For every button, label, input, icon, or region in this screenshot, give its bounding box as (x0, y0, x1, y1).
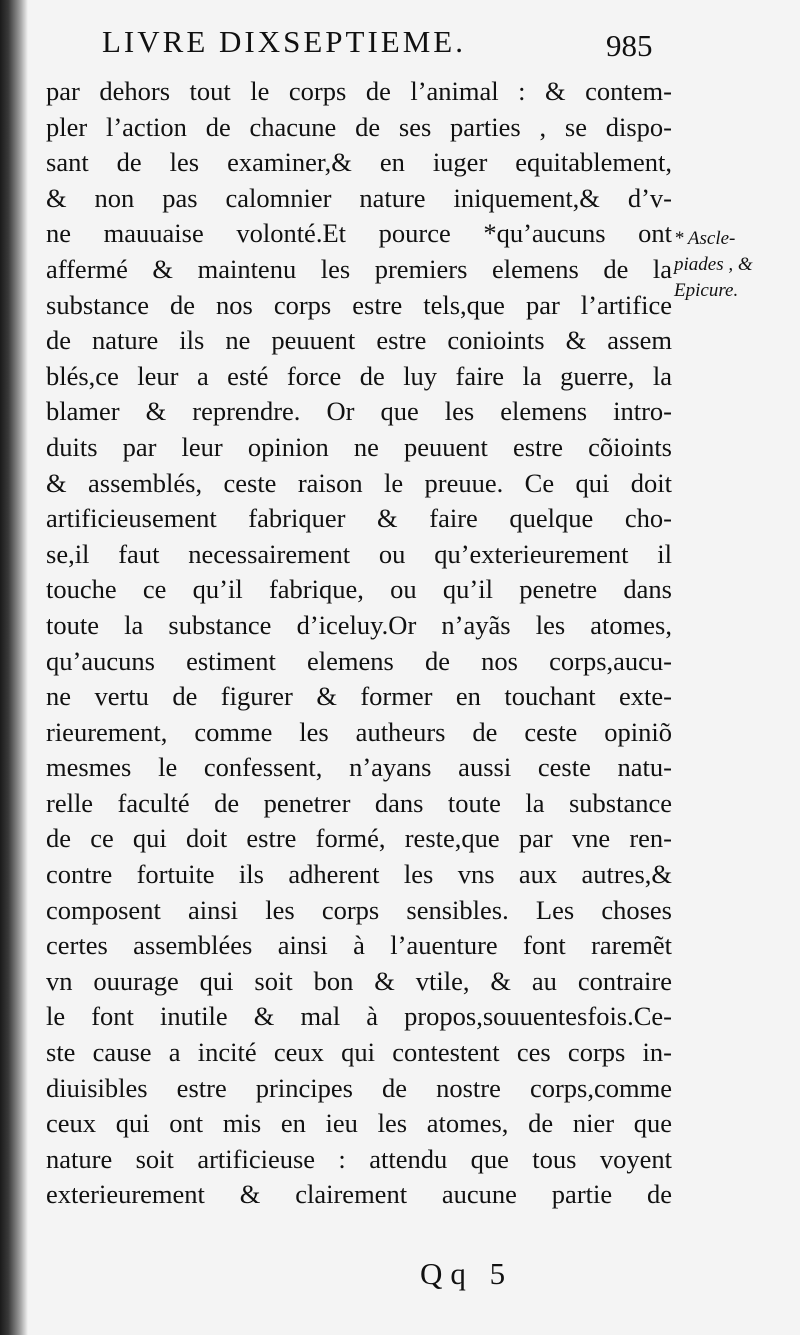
text-line: ste cause a incité ceux qui contestent ces corps in- (46, 1037, 672, 1068)
text-line: par dehors tout le corps de l’animal : & contem- (46, 76, 672, 106)
body-text (46, 74, 672, 1213)
page-header (0, 14, 800, 74)
text-line: artificieusement fabriquer & faire quelque cho- (46, 503, 672, 534)
text-line: toute la substance d’iceluy.Or n’ayãs les atomes, (46, 609, 672, 640)
text-line: diuisibles estre principes de nostre corps,comme (46, 1072, 672, 1103)
text-line: vn ouurage qui soit bon & vtile, & au contraire (46, 965, 672, 996)
marginal-note-line: piades , & (674, 254, 753, 275)
text-line: le font inutile & mal à propos,souuentesfois.Ce- (46, 1001, 672, 1032)
text-line: touche ce qu’il fabrique, ou qu’il penetre dans (46, 574, 672, 605)
marginal-note-line: Epicure. (674, 280, 739, 301)
binding-gutter (0, 0, 28, 1335)
text-line: duits par leur opinion ne peuuent estre cõioints (46, 431, 672, 462)
text-line: ne mauuaise volonté.Et pource *qu’aucuns ont (46, 218, 672, 249)
running-head: LIVRE DIXSEPTIEME. (102, 24, 466, 59)
marginal-note (674, 226, 792, 304)
text-line: affermé & maintenu les premiers elemens de la (46, 253, 672, 284)
text-line: & non pas calomnier nature iniquement,& d’v- (46, 182, 672, 213)
text-line: certes assemblées ainsi à l’auenture font raremẽt (46, 930, 672, 961)
text-line: substance de nos corps estre tels,que par l’artifice (46, 289, 672, 320)
text-line: exterieurement & clairement aucune partie de (46, 1179, 672, 1210)
signature-mark: Qq 5 (420, 1256, 514, 1291)
text-line: de ce qui doit estre formé, reste,que par vne ren- (46, 823, 672, 854)
text-line: blés,ce leur a esté force de luy faire la guerre, la (46, 360, 672, 391)
text-line: contre fortuite ils adherent les vns aux autres,& (46, 859, 672, 890)
text-line: rieurement, comme les autheurs de ceste opiniõ (46, 716, 672, 747)
text-line: ne vertu de figurer & former en touchant exte- (46, 681, 672, 712)
text-line: mesmes le confessent, n’ayans aussi ceste natu- (46, 752, 672, 783)
text-line: ceux qui ont mis en ieu les atomes, de nier que (46, 1108, 672, 1139)
text-line: relle faculté de penetrer dans toute la substance (46, 787, 672, 818)
text-line: composent ainsi les corps sensibles. Les choses (46, 894, 672, 925)
page-number: 985 (606, 28, 653, 63)
text-line: qu’aucuns estiment elemens de nos corps,aucu- (46, 645, 672, 676)
text-line: blamer & reprendre. Or que les elemens intro- (46, 396, 672, 427)
text-line: nature soit artificieuse : attendu que tous voyent (46, 1143, 672, 1174)
text-line: de nature ils ne peuuent estre conioints & assem (46, 325, 672, 356)
text-line: sant de les examiner,& en iuger equitablement, (46, 147, 672, 178)
marginal-note-line: * Ascle- (674, 228, 736, 249)
text-line: pler l’action de chacune de ses parties , se dispo- (46, 111, 672, 142)
text-line: & assemblés, ceste raison le preuue. Ce qui doit (46, 467, 672, 498)
text-line: se,il faut necessairement ou qu’exterieurement il (46, 538, 672, 569)
